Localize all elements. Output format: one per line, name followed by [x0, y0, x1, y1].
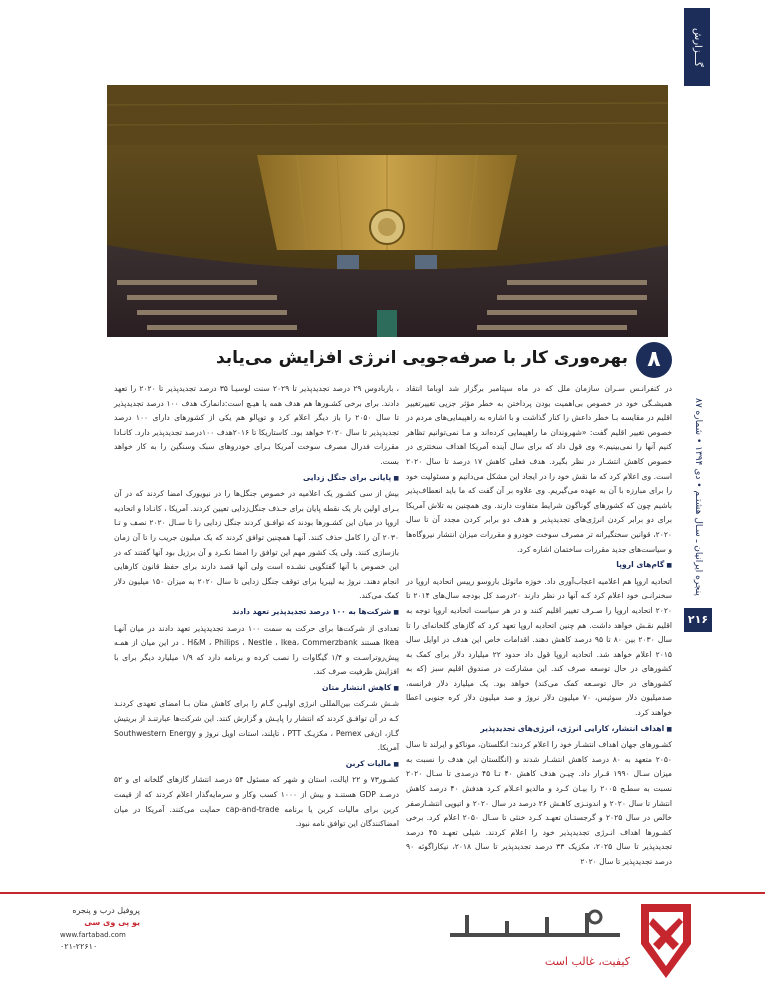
- section-tab-label: گـــزارش: [692, 27, 703, 67]
- magazine-issue-info: پنجره ایرانیان ـ سـال هشتـم • دی ۱۳۹۴ • شماره ۸۷: [693, 398, 703, 596]
- subheading: ■ کاهش انتشار متان: [114, 681, 399, 697]
- article-number-badge: ۸: [636, 342, 672, 378]
- page-number: ۲۱۶: [684, 608, 712, 632]
- article-photo: [107, 85, 668, 337]
- subheading: ■ شرکت‌ها به ۱۰۰ درصد تجدیدپذیر تعهد دادند: [114, 605, 399, 621]
- paragraph: ، باربادوس ۲۹ درصد تجدیدپذیر تا ۲۰۲۹ سنت لوسیـا ۳۵ درصد تجدیدپذیر تا ۲۰۲۰ را تعهد دادند. برای برخی کشـورها هم هدف همه یا هیـچ است:دانمارک هدف ۱۰۰ درصد تجدیدپذیر تا سال ۲۰۵۰ را باز دیگر اعلام کرد و توپالو هم یکی از کشورهای دارای ۱۰۰ درصد تجدیدپذیر تا سال ۲۰۲۰ خواهد بود. کاستاریکا تا ۲۰۱۶هدف ۱۰۰درصد تجدیدپذیر دارد. کانـادا مقررات فدرال مصرف سوخت آمریکا بـرای خودروهای سبک وسنگین را به کار خواهد بست.: [114, 384, 400, 466]
- subheading: ■ گام‌های اروپا: [406, 558, 672, 574]
- brand-slogan: کیفیت، غالب است: [544, 955, 630, 968]
- article-column-right: [406, 382, 672, 871]
- ad-website: www.fartabad.com: [60, 931, 126, 939]
- paragraph: اتحادیه اروپا هم اعلامیه اعجاب‌آوری داد. خوزه مانوئل باروسو رییس اتحادیه اروپا در سخنرانـی خود اعلام کرد کـه آنها در نظر دارند ۲۰درصد کل بودجه سال‌های ۲۰۱۴ تا ۲۰۲۰ اتحادیه اروپا را صـرف تغییر اقلیم کنند و در هر سیاست اتحادیه اروپا توجه به اقلیم نقـش خواهد داشت. هم چنین اتحادیه اروپا تعهد کرد که گازهای گلخانه‌ای را تا سال ۲۰۳۰ بین ۸۰ تا ۹۵ درصد کاهش دهند. اقدامات خاص این هدف در اوایل سال ۲۰۱۵ اعلام خواهد شد. اتحادیه اروپا قول داد حدود ۲۲ میلیارد دلار برای کمک به کشورهای در حال توسعه صرف کند. این مشارکت در صندوق اقلیم سبز (که به کشورهای در حال توسـعه کمک می‌کند) خواهد بود. یک میلیارد دلار فرانسه، صدمیلیون دلار سوئیس، ۷۰ میلیون دلار نروژ و صد میلیون دلار کره جنوبی اعطا خواهند کرد.: [406, 576, 673, 718]
- assembly-hall-image: [107, 85, 668, 337]
- paragraph: کشـورهای جهان اهداف انتشـار خود را اعلام کردند: انگلستان، موناکو و ایرلند تا سال ۲۰۵۰ متعهد به ۸۰ درصد کاهش انتشـار شدند و (انگلستان این هدف را نسبت به میزان سـال ۱۹۹۰ قـرار داد. چیـن هدف کاهش ۴۰ تـا ۴۵ درصدی تا سـال ۲۰۲۰ نسبت به سطـح ۲۰۰۵ را بیـان کـرد و مالدیو اعـلام کـرد هدفش ۴۰ درصد کاهش انتشار تا سال ۲۰۲۰ و اندونـزی کاهـش ۲۶ درصد در سال ۲۰۲۰ و اتیوپی انتشـارصفر خالص در سال ۲۰۲۵ و گرجستـان تعهـد کـرد خنثی تا سـال ۲۰۵۰ اعلام کرد. برخی کشـورها اهداف انـرژی تجدیدپذیر خود را اعلام کردند. شیلی تعهـد ۴۵ درصد تجدیدپذیر تا سال ۲۰۲۵، مکزیک ۳۳ درصد تجدیدپذیر تا سال ۲۰۱۸، نیکاراگوئه ۹۰ درصد تجدیدپذیر تا سال ۲۰۲۰: [406, 740, 673, 866]
- ad-material-line: یو پی وی سی: [84, 918, 140, 927]
- paragraph: شـش شـرکت بین‌المللی انرژی اولیـن گـام را برای کاهش متان بـا امضای تعهدی کردنـد کـه در آن توافـق کردند که انتشار را پایـش و گزارش کنند. این شرکت‌ها عبارتنـد از بریتیش گـاز، ان‌فی Pemex ، مکزیـک PTT ، تایلند، استات اویل نروژ و Southwestern Energy آمریکا.: [114, 699, 400, 753]
- article-heading: [195, 342, 672, 378]
- subheading: ■ مالیات کربن: [114, 757, 399, 773]
- paragraph: در کنفرانـس سـران سازمان ملل که در ماه سپتامبر برگزار شد اوباما انتقاد همیشـگی خود در خصوص بی‌اهمیت بودن پرداختن به خطر مؤثر جزیی تغییرتغییر اقلیم در مقایسه بـا خطر داعش را کنار گذاشت و با اشاره به راهپیمایی‌های مردم در خصوص تغییر اقلیم گفت: «شهروندان ما راهپیمایی کرده‌اند و مـا نمی‌توانیم تظاهر کنیم آنها را نمی‌بینیم.» وی قول داد که برای سال آینده آمریکا اهداف سختتری در خصوص کاهش انتشـار در نظر بگیرد. هدف فعلی کاهش ۱۷ درصد تا سال ۲۰۲۰ است. وی اعلام کرد که ما نقش خود را در ایجاد این مشکل می‌دانیم و مسئولیت خود را برای مبارزه با آن به عهده می‌گیریم. وی علاوه بر آن گفت که ما باید انعطاف‌پذیر باشیم چون که کشورهای گوناگون شرایط متفاوت دارند. وی همچنین به تلاش آمریکا برای دو برابر کردن انرژی‌های تجدیدپذیر و هدف دو برابر کردن مجدد آن تا سال ۲۰۲۰، قوانین سختگیرانه تر مصرف سوخت خودرو و مقررات میزان انتشار نیروگاه‌ها و سیاست‌های جدید مقررات ساختمان اشاره کرد.: [406, 384, 672, 554]
- paragraph: تعدادی از شرکت‌ها برای حرکت به سمت ۱۰۰ درصد تجدیدپذیر تعهد دادند در میان آنهـا Ikea هستند H&M ، Philips ، Nestle ، Ikea، Commerzbank . در این میان از همـه پیش‌روتراسـت و ۱/۴ گیگاوات را نصب کرده و برنامه دارد که ۱/۹ میلیارد دیگر برای با افزایش ظرفیت صرف کند.: [114, 623, 399, 677]
- paragraph: بیش از سی کشـور یک اعلامیه در خصوص جنگل‌ها را در نیویورک امضا کردند که در آن بـرای اولین بار یک نقطه پایان برای حـذف جنگل‌زدایی تعیین کردند. آمریکا ، کانـادا و اتحادیه اروپا در میان این کشـورها بودند که توافـق کردند جنگل زدایی را تا سـال ۲۰۲۰ نصف و تـا ۲۰۳۰ آن را کامل حذف کنند. آنهـا همچنین توافق کردند که یک میلیون جریب را تا آن زمان بازسازی کنند. ولی یک کشور مهم این توافق را امضا نکـرد و آن برزیل بود آنها گفتند که در این خصوص با آنها گفتگویی نشـده است ولی آنها قصد دارند برای حفظ قانون کارهایی انجام دهند. نروژ به لیبریا برای توقف جنگل زدایی تا سال ۲۰۲۰ به میزان ۱۵۰ میلیون دلار کمک می‌کند.: [114, 489, 399, 601]
- shield-emblem-icon: [635, 900, 697, 982]
- footer-divider: [0, 892, 765, 894]
- paragraph: کشـور۷۳ و ۲۲ ایالت، استان و شهر که مسئول ۵۴ درصد انتشار گازهای گلخانه ای و ۵۲ درصـد GDP هستنـد و بیش از ۱۰۰۰ کسب وکار و سرمایه‌گذار اعلام کردند که از قیمت کربن برای مالیات کربن یا برنامه cap-and-trade حمایت می‌کنند. آمریکا در میان امضاکنندگان این توافق نامه نبود.: [114, 775, 399, 829]
- article-column-left: [114, 382, 399, 833]
- ad-phone: ۰۲۱-۲۲۶۱۰: [60, 942, 98, 951]
- subheading: ■ اهداف انتشار، کارایی انرژی، انرژی‌های تجدیدپذیر: [406, 722, 672, 738]
- ad-contact-info: [60, 905, 140, 953]
- section-tab: [684, 8, 710, 86]
- subheading: ■ پایانی برای جنگل زدایی: [114, 471, 399, 487]
- article-title: بهره‌وری کار با صرفه‌جویی انرژی افزایش می‌یابد: [215, 348, 628, 368]
- ad-product-line: پروفیل درب و پنجره: [72, 906, 140, 915]
- brand-logo: [445, 907, 625, 952]
